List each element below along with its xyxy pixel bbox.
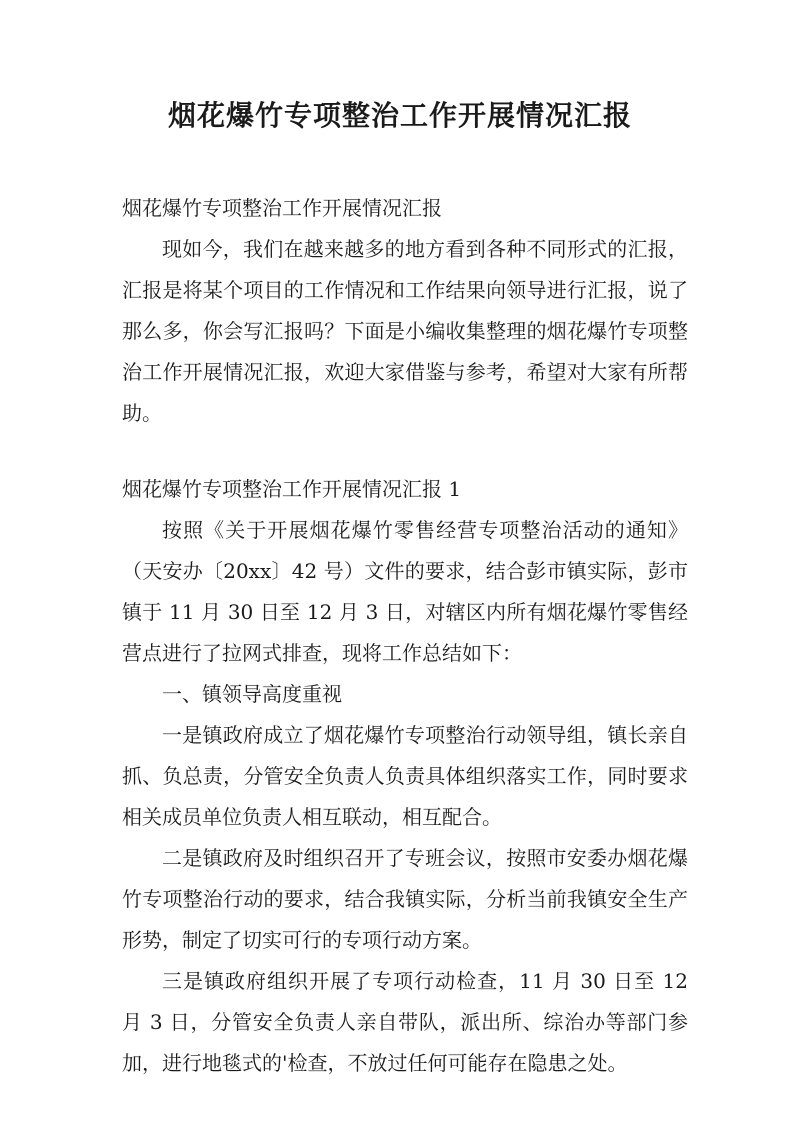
body-paragraph: 按照《关于开展烟花爆竹零售经营专项整治活动的通知》（天安办〔20xx〕42 号）文件的要求，结合彭市镇实际，彭市镇于 11 月 30 日至 12 月 3 日，对辖区内所有烟花爆竹零售经营点进行了拉网式排查，现将工作总结如下： <box>122 518 688 665</box>
subsection-heading: 一、镇领导高度重视 <box>162 682 342 706</box>
paragraph-spacer <box>122 434 688 469</box>
body-paragraph: 二是镇政府及时组织召开了专班会议，按照市安委办烟花爆竹专项整治行动的要求，结合我镇实际，分析当前我镇安全生产形势，制定了切实可行的专项行动方案。 <box>122 846 688 952</box>
intro-paragraph: 现如今，我们在越来越多的地方看到各种不同形式的汇报，汇报是将某个项目的工作情况和工作结果向领导进行汇报，说了那么多，你会写汇报吗？下面是小编收集整理的烟花爆竹专项整治工作开展情况汇报，欢迎大家借鉴与参考，希望对大家有所帮助。 <box>122 237 688 425</box>
section-heading: 烟花爆竹专项整治工作开展情况汇报 1 <box>122 477 462 501</box>
document-title: 烟花爆竹专项整治工作开展情况汇报 <box>167 99 632 132</box>
body-paragraph: 三是镇政府组织开展了专项行动检查，11 月 30 日至 12 月 3 日，分管安全负责人亲自带队，派出所、综治办等部门参加，进行地毯式的'检查，不放过任何可能存在隐患之处。 <box>122 969 688 1075</box>
document-body <box>122 188 688 1084</box>
body-paragraph: 一是镇政府成立了烟花爆竹专项整治行动领导组，镇长亲自抓、负总责，分管安全负责人负责具体组织落实工作，同时要求相关成员单位负责人相互联动，相互配合。 <box>122 723 688 829</box>
subtitle-line: 烟花爆竹专项整治工作开展情况汇报 <box>122 196 442 220</box>
